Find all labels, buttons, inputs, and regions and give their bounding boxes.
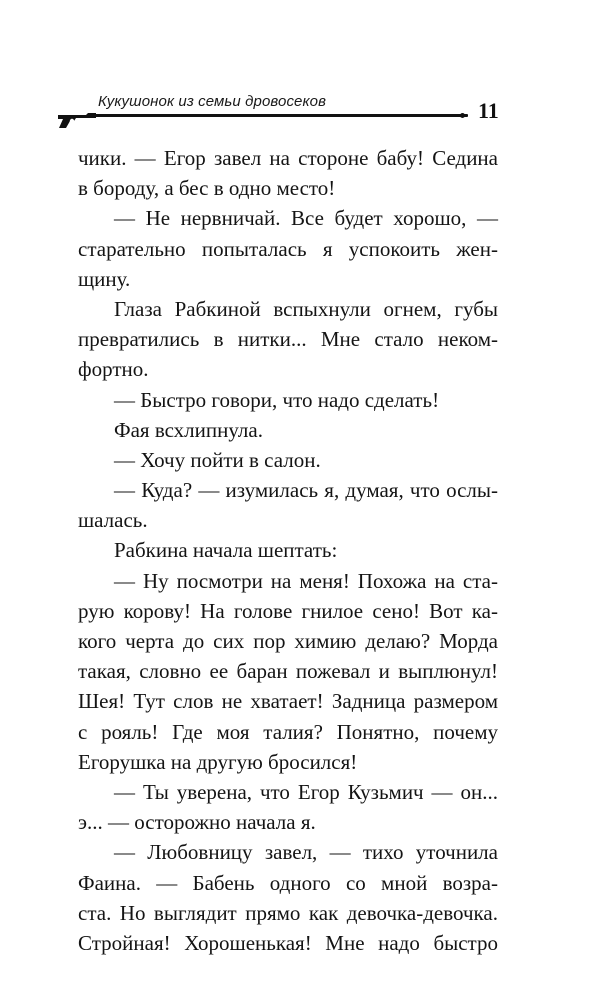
text-line: Егорушка на другую бросился!: [78, 749, 358, 774]
book-text: [78, 143, 498, 958]
text-line: фортно.: [78, 357, 149, 382]
text-line: Шея! Тут слов не хватает! Задница размером: [78, 689, 498, 714]
header-rule: [94, 114, 468, 117]
text-line: — Хочу пойти в салон.: [114, 447, 321, 472]
text-line: Фая всхлипнула.: [114, 417, 263, 442]
text-line: чики. — Егор завел на стороне бабу! Седина: [78, 146, 498, 170]
text-line: ста. Но выглядит прямо как девочка-девочка.: [78, 900, 498, 925]
text-line: э... — осторожно начала я.: [78, 810, 316, 835]
text-line: — Быстро говори, что надо сделать!: [114, 387, 440, 412]
text-line: — Куда? — изумилась я, думая, что ослы-: [114, 478, 498, 503]
text-line: — Не нервничай. Все будет хорошо, —: [114, 206, 498, 231]
text-line: превратились в нитки... Мне стало неком-: [78, 327, 498, 352]
text-line: с рояль! Где моя талия? Понятно, почему: [78, 719, 498, 744]
text-line: рую корову! На голове гнилое сено! Вот ка-: [78, 598, 498, 623]
text-line: шалась.: [78, 508, 148, 533]
text-line: — Любовницу завел, — тихо уточнила: [114, 840, 498, 865]
page-number: 11: [478, 98, 499, 123]
page-header: [50, 86, 520, 126]
text-line: Стройная! Хорошенькая! Мне надо быстро: [78, 930, 498, 955]
text-line: щину.: [78, 266, 131, 291]
text-line: Глаза Рабкиной вспыхнули огнем, губы: [114, 296, 498, 321]
text-line: такая, словно ее баран пожевал и выплюнул!: [78, 659, 498, 684]
text-line: кого черта до сих пор химию делаю? Морда: [78, 629, 498, 653]
text-line: старательно попыталась я успокоить жен-: [78, 236, 498, 261]
text-line: — Ну посмотри на меня! Похожа на ста-: [114, 568, 498, 593]
text-line: Фаина. — Бабень одного со мной возра-: [78, 870, 498, 895]
revolver-icon: [56, 109, 100, 129]
text-line: в бороду, а бес в одно место!: [78, 176, 336, 201]
running-title: Кукушонок из семьи дровосеков: [98, 93, 327, 110]
text-line: Рабкина начала шептать:: [114, 538, 338, 563]
header-rule-dot: [460, 113, 465, 118]
text-line: — Ты уверена, что Егор Кузьмич — он...: [114, 779, 498, 804]
